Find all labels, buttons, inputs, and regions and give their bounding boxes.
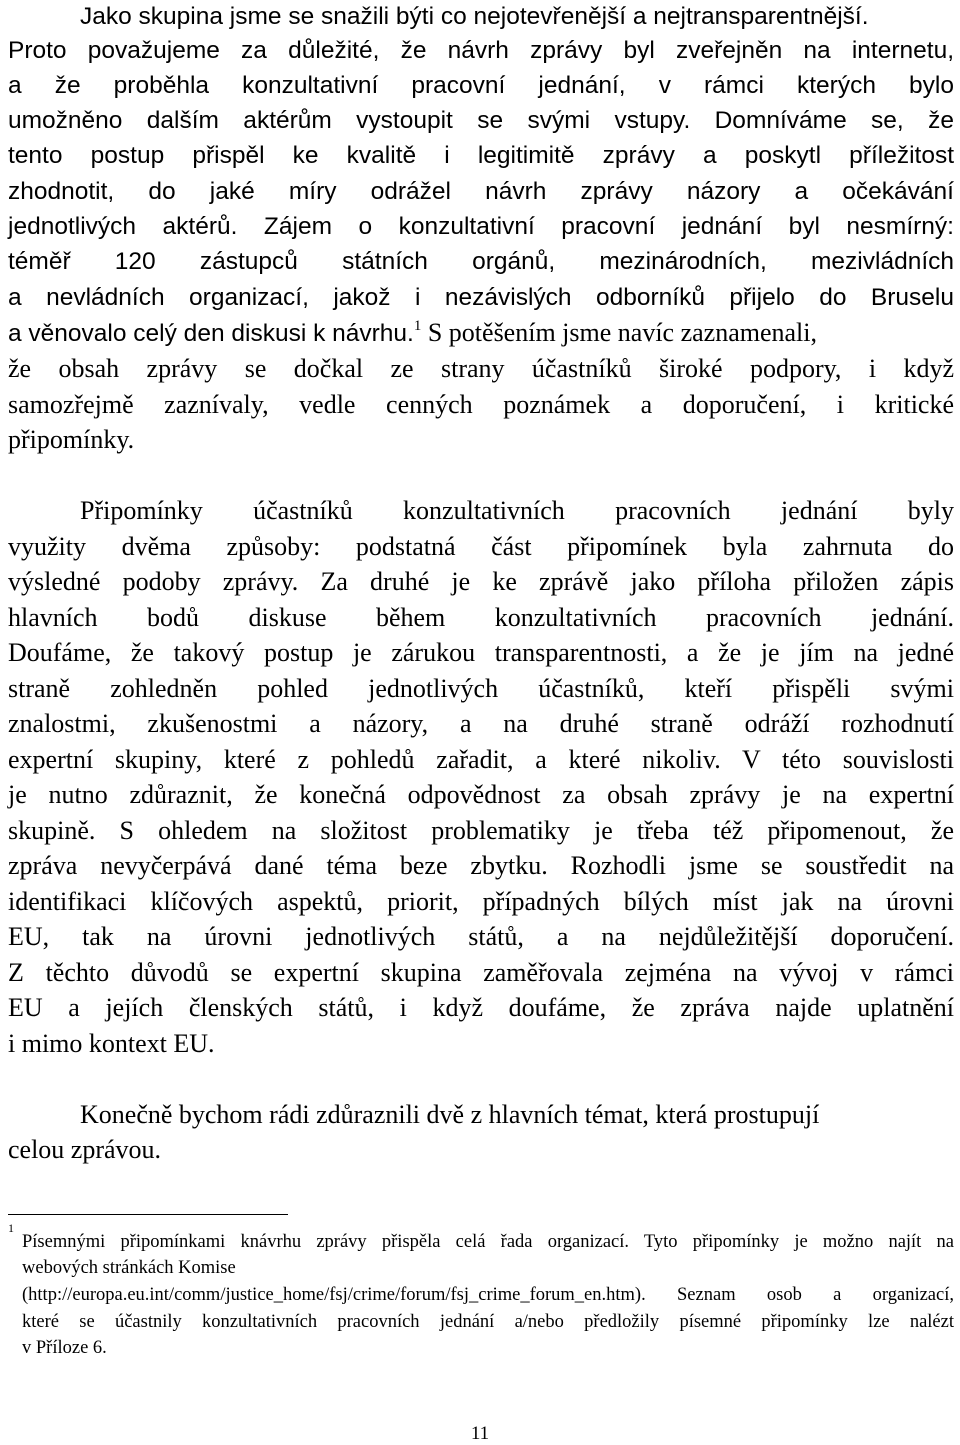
text-segment: a věnovalo celý den diskusi k návrhu. [8, 320, 414, 347]
footnote-reference[interactable]: 1 [413, 318, 422, 334]
text-line: umožněno dalším aktérům vystoupit se svými vstupy. Domníváme se, že [8, 107, 954, 134]
text-line: samozřejmě zaznívaly, vedle cenných poznámek a doporučení, i kritické [8, 390, 954, 419]
text-line: celou zprávou. [8, 1135, 162, 1164]
text-line: zpráva nevyčerpává dané téma beze zbytku. Rozhodli jsme se soustředit na [8, 851, 954, 880]
text-line: Z těchto důvodů se expertní skupina zaměřovala zejména na vývoj v rámci [8, 958, 954, 987]
text-line: a že proběhla konzultativní pracovní jednání, v rámci kterých bylo [8, 72, 954, 99]
text-line: skupině. S ohledem na složitost problematiky je třeba též připomenout, že [8, 816, 954, 845]
footnote-line: Písemnými připomínkami knávrhu zprávy přispěla celá řada organizací. Tyto připomínky je možno najít na [22, 1232, 954, 1252]
text-line: zhodnotit, do jaké míry odrážel návrh zprávy názory a očekávání [8, 178, 954, 205]
text-line: výsledné podoby zprávy. Za druhé je ke zprávě jako příloha přiložen zápis [8, 567, 954, 596]
text-line: identifikaci klíčových aspektů, priorit, případných bílých míst jak na úrovni [8, 887, 954, 916]
text-line: že obsah zprávy se dočkal ze strany účastníků široké podpory, i když [8, 354, 954, 383]
text-line: připomínky. [8, 425, 135, 454]
text-line: Připomínky účastníků konzultativních pracovních jednání byly [80, 496, 954, 525]
text-line: hlavních bodů diskuse během konzultativních pracovních jednání. [8, 603, 954, 632]
text-line: Doufáme, že takový postup je zárukou transparentnosti, a že je jím na jedné [8, 638, 954, 667]
text-line: expertní skupiny, které z pohledů zařadit, a které nikoliv. V této souvislosti [8, 745, 954, 774]
text-line: Proto považujeme za důležité, že návrh zprávy byl zveřejněn na internetu, [8, 37, 954, 64]
text-line [8, 316, 954, 350]
page-number: 11 [470, 1423, 490, 1444]
text-line: EU a jejích členských států, i když doufáme, že zpráva najde uplatnění [8, 993, 954, 1022]
footnote-line: v Příloze 6. [22, 1338, 107, 1358]
text-line: tento postup přispěl ke kvalitě i legitimitě zprávy a poskytl příležitost [8, 142, 954, 169]
text-line: Konečně bychom rádi zdůraznili dvě z hlavních témat, která prostupují [80, 1100, 820, 1129]
text-line: EU, tak na úrovni jednotlivých států, a na nejdůležitější doporučení. [8, 922, 954, 951]
text-line: je nutno zdůraznit, že konečná odpovědnost za obsah zprávy je na expertní [8, 780, 954, 809]
footnote-line: (http://europa.eu.int/comm/justice_home/fsj/crime/forum/fsj_crime_forum_en.htm). Seznam osob a organizací, [22, 1285, 954, 1305]
text-line: straně zohledněn pohled jednotlivých účastníků, kteří přispěli svými [8, 674, 954, 703]
text-line: Jako skupina jsme se snažili býti co nejotevřenější a nejtransparentnější. [80, 3, 869, 30]
text-line: jednotlivých aktérů. Zájem o konzultativní pracovní jednání byl nesmírný: [8, 213, 954, 240]
text-line: znalostmi, zkušenostmi a názory, a na druhé straně odráží rozhodnutí [8, 709, 954, 738]
text-segment: S potěšením jsme navíc zaznamenali, [427, 318, 817, 347]
text-line: a nevládních organizací, jakož i nezávislých odborníků přijelo do Bruselu [8, 284, 954, 311]
footnote-line: které se účastnily konzultativních pracovních jednání a/nebo předložily písemné připomínky lze nalézt [22, 1312, 954, 1332]
footnote-line: webových stránkách Komise [22, 1258, 236, 1278]
text-line: využity dvěma způsoby: podstatná část připomínek byla zahrnuta do [8, 532, 954, 561]
footnote-separator [8, 1214, 288, 1215]
text-line: téměř 120 zástupců státních orgánů, mezinárodních, mezivládních [8, 248, 954, 275]
text-line: i mimo kontext EU. [8, 1029, 215, 1058]
footnote-mark: 1 [8, 1221, 14, 1235]
